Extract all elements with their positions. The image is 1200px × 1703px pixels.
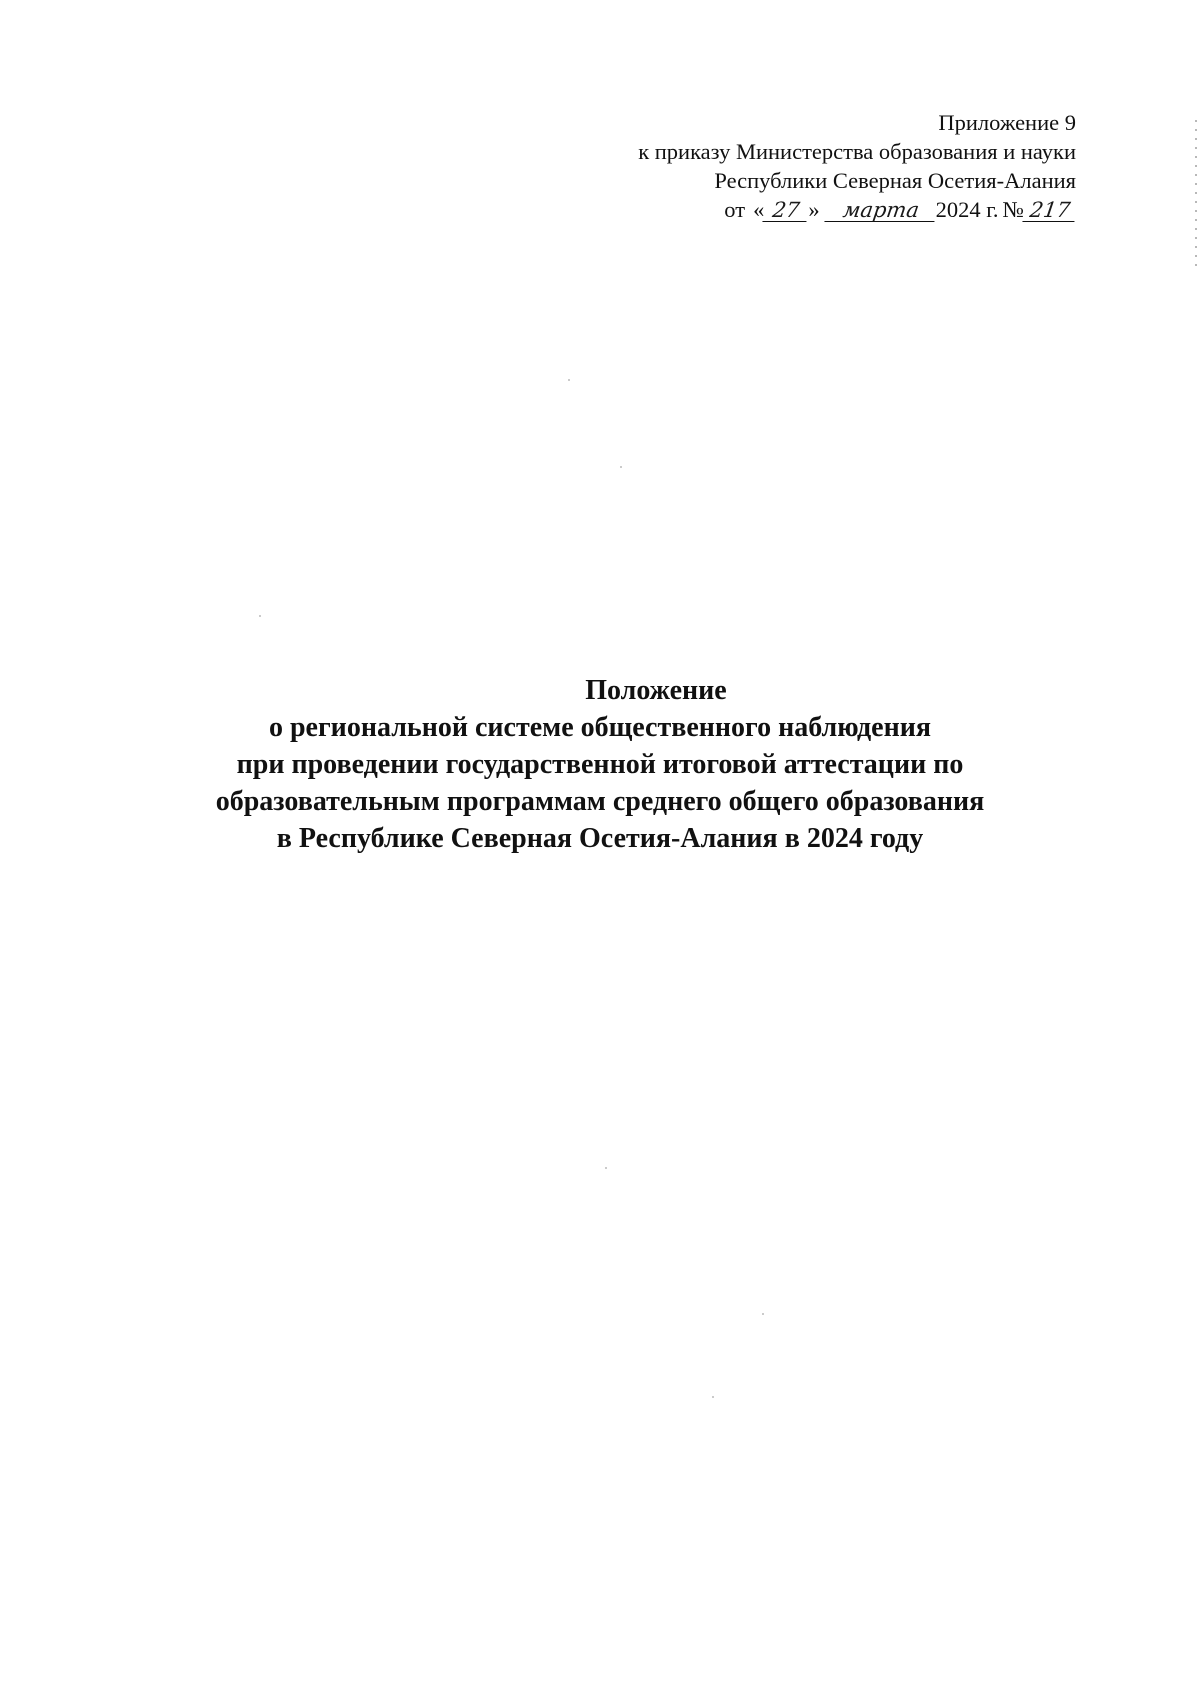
scan-speck [259,615,261,617]
appendix-republic: Республики Северная Осетия-Алания [714,168,1076,193]
scan-speck [712,1396,714,1398]
handwritten-month: марта [824,199,937,222]
title-line-2: о региональной системе общественного наблюдения [268,712,932,743]
scan-speck [568,379,570,381]
title-line-5: в Республике Северная Осетия-Алания в 2024 году [276,823,924,854]
date-prefix: от [724,197,746,222]
appendix-date-line [638,195,1076,224]
document-title [100,672,1100,857]
quote-open: « [753,197,765,222]
scan-speck [605,1167,607,1169]
title-heading: Положение [585,675,727,706]
scan-speck [620,466,622,468]
scan-edge-marks [1195,120,1197,270]
handwritten-day: 27 [763,199,810,222]
quote-close: » [808,197,820,222]
appendix-header [638,108,1076,224]
date-year: 2024 г. [935,197,999,222]
number-sign: № [1002,197,1024,222]
title-line-3: при проведении государственной итоговой аттестации по [236,749,964,780]
scan-speck [762,1313,764,1315]
handwritten-number: 217 [1022,199,1077,222]
appendix-number: Приложение 9 [938,110,1076,135]
title-line-4: образовательным программам среднего общего образования [215,786,985,817]
appendix-order-ref: к приказу Министерства образования и науки [638,139,1076,164]
